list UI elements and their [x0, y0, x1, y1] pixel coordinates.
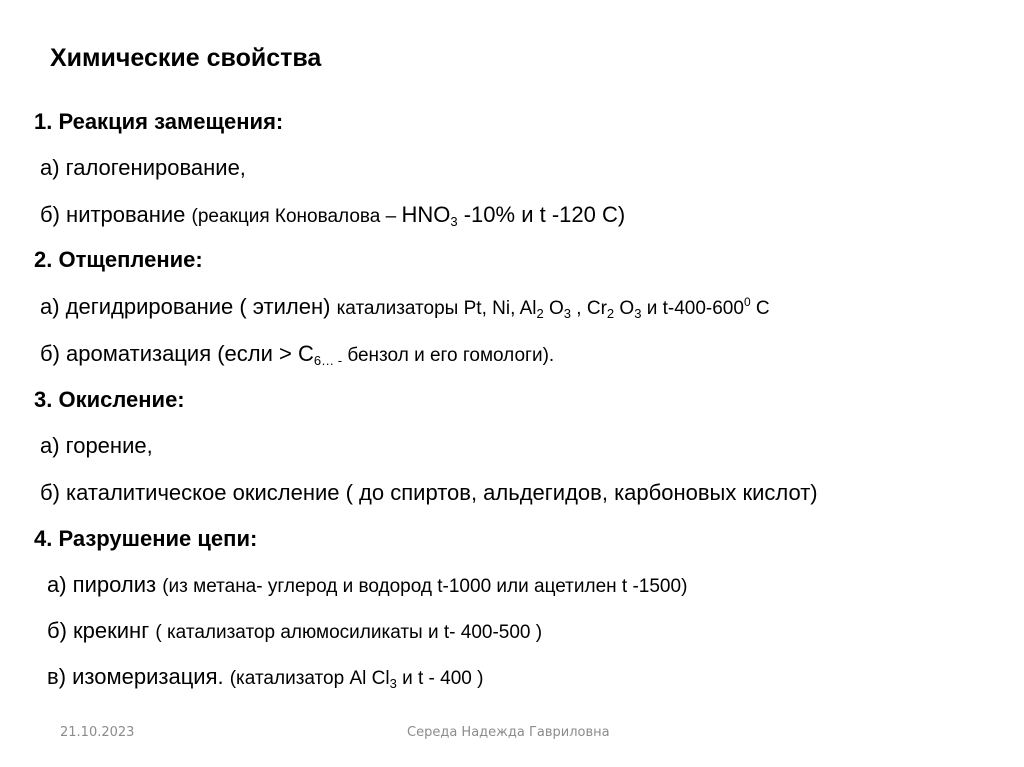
subscript: 3: [389, 676, 397, 691]
catalyst-text: (катализатор Al Cl: [229, 668, 390, 689]
subscript: 3: [563, 306, 572, 321]
section-3-heading: 3. Окисление:: [34, 387, 185, 412]
section-4-item-b: [47, 617, 542, 647]
superscript: 0: [743, 295, 751, 309]
section-4-item-a: [47, 571, 687, 601]
subscript: 3: [634, 306, 642, 321]
pyrolysis-label: а) пиролиз: [47, 572, 163, 597]
aromatization-label: б) ароматизация (если > С: [40, 341, 314, 366]
chromium-text: , Cr: [571, 298, 607, 319]
section-3-item-b: б) каталитическое окисление ( до спиртов, альдегидов, карбоновых кислот): [40, 480, 818, 505]
oxygen-text: O: [543, 298, 564, 319]
oxygen-text: O: [614, 298, 635, 319]
catalysts-text: катализаторы Pt, Ni, Al: [336, 298, 537, 319]
subscript: 2: [606, 306, 615, 321]
section-4-heading: 4. Разрушение цепи:: [34, 526, 258, 551]
isomerization-label: в) изомеризация.: [47, 664, 230, 689]
footer-author: Середа Надежда Гавриловна: [407, 725, 610, 740]
footer-date: 21.10.2023: [60, 725, 135, 740]
catalysts-note: [336, 295, 770, 321]
section-2-item-a: [40, 293, 770, 324]
section-4-item-c: [47, 663, 483, 694]
hno3-formula: HNO: [401, 202, 451, 227]
nitration-label: б) нитрование: [40, 202, 192, 227]
benzene-note: бензол и его гомологи).: [342, 345, 555, 366]
slide-title: Химические свойства: [50, 44, 322, 72]
pyrolysis-note: (из метана- углерод и водород t-1000 или ацетилен t -1500): [162, 576, 688, 597]
konovalov-note: (реакция Коновалова –: [191, 206, 402, 227]
subscript: 2: [536, 306, 544, 321]
temperature-range: и t-400-600: [641, 298, 744, 319]
concentration: -10% и: [457, 202, 540, 227]
section-1-item-a: а) галогенирование,: [40, 155, 246, 180]
section-1-item-b: [40, 201, 625, 232]
subscript: 6… -: [313, 353, 343, 368]
section-1-heading: 1. Реакция замещения:: [34, 109, 284, 134]
section-2-item-b: [40, 340, 554, 371]
celsius-unit: С: [750, 298, 770, 319]
subscript: 3: [450, 214, 458, 229]
section-3-item-a: а) горение,: [40, 433, 153, 458]
temperature-value: -120 С): [545, 202, 626, 227]
temperature-symbol: t: [539, 202, 546, 227]
temperature-text: и t - 400 ): [396, 668, 484, 689]
dehydrogenation-label: а) дегидрирование ( этилен): [40, 294, 337, 319]
cracking-note: ( катализатор алюмосиликаты и t- 400-500 ): [155, 622, 543, 643]
cracking-label: б) крекинг: [47, 618, 156, 643]
section-2-heading: 2. Отщепление:: [34, 247, 203, 272]
isomerization-note: [230, 668, 484, 689]
